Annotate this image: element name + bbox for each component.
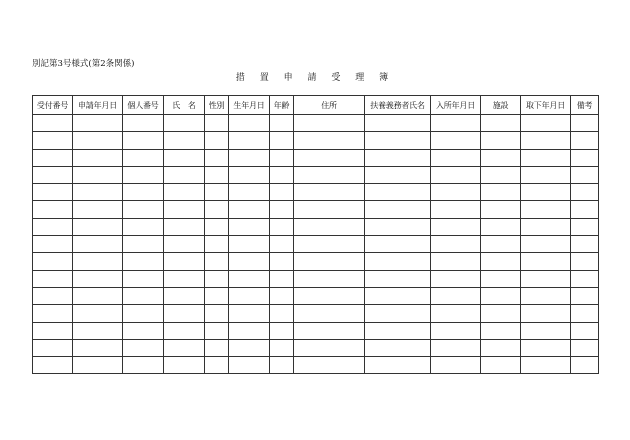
- table-cell: [205, 149, 229, 166]
- table-cell: [365, 166, 431, 183]
- table-cell: [205, 132, 229, 149]
- table-cell: [521, 132, 571, 149]
- table-cell: [205, 115, 229, 132]
- table-cell: [294, 253, 365, 270]
- table-cell: [365, 218, 431, 235]
- column-header-facility: 施設: [481, 96, 521, 115]
- table-cell: [431, 201, 481, 218]
- column-header-receipt-number: 受付番号: [33, 96, 73, 115]
- table-cell: [294, 270, 365, 287]
- table-cell: [270, 270, 294, 287]
- table-cell: [229, 287, 270, 304]
- table-cell: [164, 322, 205, 339]
- table-cell: [431, 236, 481, 253]
- table-cell: [571, 132, 599, 149]
- table-cell: [521, 287, 571, 304]
- table-cell: [33, 132, 73, 149]
- table-cell: [571, 184, 599, 201]
- table-cell: [270, 253, 294, 270]
- table-cell: [431, 322, 481, 339]
- table-cell: [571, 305, 599, 322]
- table-cell: [33, 287, 73, 304]
- table-cell: [123, 115, 164, 132]
- table-cell: [229, 149, 270, 166]
- table-row: [33, 149, 599, 166]
- table-cell: [481, 201, 521, 218]
- table-cell: [123, 166, 164, 183]
- table-cell: [123, 184, 164, 201]
- table-cell: [33, 149, 73, 166]
- table-cell: [521, 166, 571, 183]
- table-cell: [73, 287, 123, 304]
- table-cell: [73, 149, 123, 166]
- table-cell: [123, 322, 164, 339]
- column-header-address: 住所: [294, 96, 365, 115]
- table-cell: [270, 305, 294, 322]
- table-cell: [521, 115, 571, 132]
- table-cell: [205, 357, 229, 374]
- table-cell: [521, 184, 571, 201]
- table-cell: [294, 218, 365, 235]
- table-cell: [229, 253, 270, 270]
- column-header-application-date: 申請年月日: [73, 96, 123, 115]
- table-cell: [205, 270, 229, 287]
- table-cell: [481, 132, 521, 149]
- table-cell: [164, 287, 205, 304]
- table-cell: [571, 201, 599, 218]
- table-cell: [164, 115, 205, 132]
- table-cell: [521, 339, 571, 356]
- table-cell: [571, 218, 599, 235]
- table-cell: [481, 166, 521, 183]
- table-cell: [270, 201, 294, 218]
- table-cell: [270, 218, 294, 235]
- header-row: [33, 96, 599, 115]
- table-cell: [294, 166, 365, 183]
- table-cell: [270, 166, 294, 183]
- table-cell: [521, 218, 571, 235]
- table-cell: [521, 322, 571, 339]
- table-cell: [270, 287, 294, 304]
- table-cell: [73, 322, 123, 339]
- table-cell: [365, 201, 431, 218]
- table-cell: [205, 218, 229, 235]
- table-cell: [164, 166, 205, 183]
- table-cell: [73, 132, 123, 149]
- column-header-admission-date: 入所年月日: [431, 96, 481, 115]
- table-cell: [431, 357, 481, 374]
- table-cell: [481, 115, 521, 132]
- table-cell: [205, 184, 229, 201]
- table-cell: [164, 339, 205, 356]
- table-cell: [521, 253, 571, 270]
- table-row: [33, 166, 599, 183]
- table-cell: [123, 149, 164, 166]
- table-row: [33, 184, 599, 201]
- table-cell: [365, 132, 431, 149]
- table-cell: [229, 184, 270, 201]
- table-cell: [294, 339, 365, 356]
- table-cell: [571, 322, 599, 339]
- table-cell: [164, 253, 205, 270]
- column-header-remarks: 備考: [571, 96, 599, 115]
- table-cell: [365, 339, 431, 356]
- table-cell: [521, 201, 571, 218]
- table-cell: [481, 236, 521, 253]
- table-cell: [73, 184, 123, 201]
- table-cell: [365, 357, 431, 374]
- table-cell: [521, 236, 571, 253]
- table-cell: [365, 287, 431, 304]
- table-cell: [33, 339, 73, 356]
- table-cell: [229, 322, 270, 339]
- table-cell: [205, 236, 229, 253]
- table-cell: [73, 166, 123, 183]
- table-cell: [205, 305, 229, 322]
- table-cell: [431, 270, 481, 287]
- column-header-guardian-name: 扶養義務者氏名: [365, 96, 431, 115]
- table-cell: [294, 236, 365, 253]
- table-cell: [365, 149, 431, 166]
- table-cell: [33, 236, 73, 253]
- table-cell: [164, 270, 205, 287]
- table-cell: [164, 184, 205, 201]
- table-cell: [123, 339, 164, 356]
- table-cell: [294, 322, 365, 339]
- form-number-label: 別記第3号様式(第2条関係): [32, 59, 135, 69]
- table-cell: [431, 132, 481, 149]
- table-cell: [205, 322, 229, 339]
- table-cell: [33, 270, 73, 287]
- table-cell: [431, 149, 481, 166]
- table-cell: [571, 287, 599, 304]
- table-cell: [205, 166, 229, 183]
- table-cell: [123, 132, 164, 149]
- table-cell: [521, 305, 571, 322]
- column-header-age: 年齢: [270, 96, 294, 115]
- table-cell: [521, 149, 571, 166]
- table-cell: [571, 357, 599, 374]
- table-cell: [73, 339, 123, 356]
- table-cell: [33, 305, 73, 322]
- table-cell: [33, 322, 73, 339]
- table-row: [33, 201, 599, 218]
- table-cell: [33, 184, 73, 201]
- table-cell: [33, 115, 73, 132]
- table-cell: [123, 357, 164, 374]
- table-cell: [229, 270, 270, 287]
- table-cell: [270, 184, 294, 201]
- table-cell: [294, 357, 365, 374]
- table-row: [33, 339, 599, 356]
- table-cell: [294, 184, 365, 201]
- table-row: [33, 132, 599, 149]
- table-cell: [229, 132, 270, 149]
- table-cell: [294, 149, 365, 166]
- table-cell: [73, 236, 123, 253]
- table-cell: [205, 339, 229, 356]
- table-cell: [164, 201, 205, 218]
- table-cell: [229, 357, 270, 374]
- table-cell: [270, 132, 294, 149]
- table-cell: [365, 236, 431, 253]
- table-cell: [571, 339, 599, 356]
- table-cell: [270, 339, 294, 356]
- table-cell: [365, 305, 431, 322]
- column-header-name: 氏 名: [164, 96, 205, 115]
- table-cell: [229, 166, 270, 183]
- table-cell: [73, 201, 123, 218]
- table-cell: [365, 253, 431, 270]
- form-title: 措 置 申 請 受 理 簿: [235, 73, 395, 83]
- table-cell: [365, 184, 431, 201]
- table-cell: [431, 115, 481, 132]
- table-cell: [205, 287, 229, 304]
- table-cell: [270, 357, 294, 374]
- table-row: [33, 322, 599, 339]
- table-cell: [164, 218, 205, 235]
- table-cell: [123, 201, 164, 218]
- table-cell: [431, 253, 481, 270]
- table-cell: [294, 287, 365, 304]
- table-cell: [123, 270, 164, 287]
- table-cell: [33, 201, 73, 218]
- table-cell: [481, 270, 521, 287]
- table-cell: [73, 357, 123, 374]
- table-cell: [481, 322, 521, 339]
- column-header-birth-date: 生年月日: [229, 96, 270, 115]
- table-cell: [73, 253, 123, 270]
- table-cell: [571, 236, 599, 253]
- table-cell: [294, 305, 365, 322]
- table-cell: [229, 115, 270, 132]
- table-cell: [571, 149, 599, 166]
- table-cell: [73, 115, 123, 132]
- table-cell: [481, 357, 521, 374]
- table-cell: [229, 236, 270, 253]
- table-cell: [33, 218, 73, 235]
- table-cell: [431, 339, 481, 356]
- table-row: [33, 218, 599, 235]
- table-cell: [270, 115, 294, 132]
- table-cell: [521, 357, 571, 374]
- table-cell: [365, 115, 431, 132]
- column-header-withdrawal-date: 取下年月日: [521, 96, 571, 115]
- table-cell: [164, 236, 205, 253]
- table-cell: [229, 339, 270, 356]
- table-cell: [571, 253, 599, 270]
- table-cell: [73, 270, 123, 287]
- table-cell: [481, 184, 521, 201]
- table-cell: [270, 149, 294, 166]
- table-cell: [33, 166, 73, 183]
- table-cell: [33, 253, 73, 270]
- table-cell: [481, 253, 521, 270]
- table-cell: [229, 201, 270, 218]
- table-cell: [431, 287, 481, 304]
- table-cell: [123, 305, 164, 322]
- table-cell: [73, 305, 123, 322]
- register-body: [33, 115, 599, 374]
- column-header-sex: 性別: [205, 96, 229, 115]
- table-cell: [571, 166, 599, 183]
- register-table: [32, 95, 599, 374]
- table-cell: [481, 218, 521, 235]
- table-cell: [205, 201, 229, 218]
- table-row: [33, 253, 599, 270]
- table-cell: [571, 115, 599, 132]
- table-cell: [481, 339, 521, 356]
- table-cell: [521, 270, 571, 287]
- table-cell: [365, 270, 431, 287]
- table-cell: [294, 115, 365, 132]
- table-row: [33, 305, 599, 322]
- table-cell: [229, 305, 270, 322]
- table-cell: [294, 132, 365, 149]
- table-cell: [431, 166, 481, 183]
- table-cell: [481, 149, 521, 166]
- table-row: [33, 236, 599, 253]
- table-cell: [205, 253, 229, 270]
- table-row: [33, 270, 599, 287]
- table-cell: [365, 322, 431, 339]
- table-cell: [164, 357, 205, 374]
- table-cell: [294, 201, 365, 218]
- table-cell: [123, 287, 164, 304]
- table-cell: [270, 322, 294, 339]
- table-cell: [571, 270, 599, 287]
- table-cell: [164, 149, 205, 166]
- table-cell: [431, 218, 481, 235]
- table-cell: [123, 253, 164, 270]
- table-cell: [33, 357, 73, 374]
- column-header-personal-number: 個人番号: [123, 96, 164, 115]
- table-cell: [229, 218, 270, 235]
- table-cell: [481, 305, 521, 322]
- table-cell: [164, 305, 205, 322]
- table-cell: [164, 132, 205, 149]
- table-cell: [270, 236, 294, 253]
- table-cell: [73, 218, 123, 235]
- table-row: [33, 115, 599, 132]
- table-cell: [123, 236, 164, 253]
- table-cell: [431, 305, 481, 322]
- table-cell: [431, 184, 481, 201]
- table-row: [33, 287, 599, 304]
- table-cell: [481, 287, 521, 304]
- table-row: [33, 357, 599, 374]
- table-cell: [123, 218, 164, 235]
